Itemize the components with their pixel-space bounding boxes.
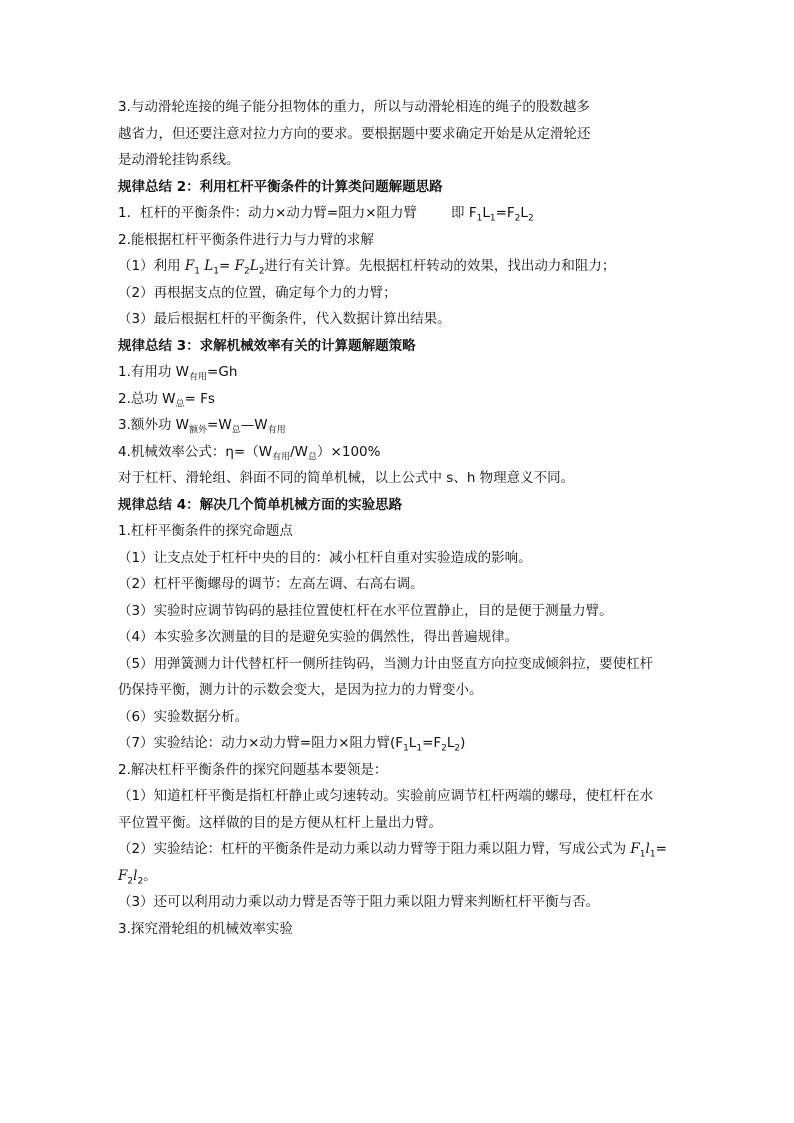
rule3-note: 对于杠杆、滑轮组、斜面不同的简单机械，以上公式中 s、h 物理意义不同。 bbox=[118, 470, 575, 486]
rule4-p4: （4）本实验多次测量的目的是避免实验的偶然性，得出普遍规律。 bbox=[118, 629, 519, 645]
rule4-p1: （1）让支点处于杠杆中央的目的：减小杠杆自重对实验造成的影响。 bbox=[118, 549, 532, 566]
rule2-step1: （1）利用 $F_1$ $L_1= F_2L_2$进行有关计算。先根据杠杆转动的效果，找出动力和阻力； bbox=[118, 258, 616, 277]
rule4-item2: 2.解决杠杆平衡条件的探究问题基本要领是： bbox=[118, 761, 388, 778]
rule4-q2-line2: $F_2l_2$。 bbox=[118, 867, 157, 887]
rule4-q2-line1: （2）实验结论：杠杆的平衡条件是动力乘以动力臂等于阻力乘以阻力臂，写成公式为 $F_1l_1=$ bbox=[118, 841, 667, 860]
formula: 即 $F_1L_1=F_2L_2$ bbox=[451, 205, 534, 224]
rule3-formula3: 3.额外功 $W_{额外}=W_总—W_{有用}$ bbox=[118, 417, 286, 436]
rule4-item1: 1.杠杆平衡条件的探究命题点 bbox=[118, 523, 293, 539]
rule4-q3: （3）还可以利用动力乘以动力臂是否等于阻力乘以阻力臂来判断杠杆平衡与否。 bbox=[118, 894, 600, 910]
item-text: 1．杠杆的平衡条件：动力×动力臂=阻力×阻力臂 bbox=[118, 205, 418, 221]
rule3-heading: 规律总结 3：求解机械效率有关的计算题解题策略 bbox=[118, 337, 416, 354]
rule3-formula2: 2.总功 $W_总= Fs$ bbox=[118, 390, 215, 410]
rule2-heading: 规律总结 2：利用杠杆平衡条件的计算类问题解题思路 bbox=[118, 178, 443, 195]
rule4-p7: （7）实验结论：动力×动力臂=阻力×阻力臂$(F_1L_1=F_2L_2)$ bbox=[118, 735, 466, 754]
paragraph-line: 是动滑轮挂钩系线。 bbox=[118, 152, 240, 168]
rule4-q1-line1: （1）知道杠杆平衡是指杠杆静止或匀速转动。实验前应调节杠杆两端的螺母，使杠杆在水 bbox=[118, 788, 654, 804]
rule3-formula4: 4.机械效率公式：$\eta=(W_{有用}/W_总)\times 100\%$ bbox=[118, 443, 381, 463]
rule4-item3: 3.探究滑轮组的机械效率实验 bbox=[118, 920, 293, 937]
rule2-item1 bbox=[118, 200, 678, 227]
rule4-p2: （2）杠杆平衡螺母的调节：左高左调、右高右调。 bbox=[118, 576, 424, 592]
rule3-formula1: 1.有用功 $W_{有用}=Gh$ bbox=[118, 364, 238, 383]
rule2-step3: （3）最后根据杠杆的平衡条件，代入数据计算出结果。 bbox=[118, 311, 451, 327]
rule4-p5-line2: 仍保持平衡，测力计的示数会变大，是因为拉力的力臂变小。 bbox=[118, 682, 483, 698]
paragraph-line: 3.与动滑轮连接的绳子能分担物体的重力，所以与动滑轮相连的绳子的股数越多 bbox=[118, 99, 590, 115]
rule2-step2: （2）再根据支点的位置，确定每个力的力臂； bbox=[118, 284, 397, 301]
rule2-item2: 2.能根据杠杆平衡条件进行力与力臂的求解 bbox=[118, 231, 374, 248]
rule4-q1-line2: 平位置平衡。这样做的目的是方便从杠杆上量出力臂。 bbox=[118, 814, 442, 831]
rule4-heading: 规律总结 4：解决几个简单机械方面的实验思路 bbox=[118, 496, 403, 513]
document-page bbox=[118, 94, 678, 942]
rule4-p5-line1: （5）用弹簧测力计代替杠杆一侧所挂钩码，当测力计由竖直方向拉变成倾斜拉，要使杠杆 bbox=[118, 655, 654, 672]
rule4-p6: （6）实验数据分析。 bbox=[118, 708, 249, 725]
paragraph-line: 越省力，但还要注意对拉力方向的要求。要根据题中要求确定开始是从定滑轮还 bbox=[118, 125, 591, 142]
rule4-p3: （3）实验时应调节钩码的悬挂位置使杠杆在水平位置静止，目的是便于测量力臂。 bbox=[118, 602, 613, 619]
